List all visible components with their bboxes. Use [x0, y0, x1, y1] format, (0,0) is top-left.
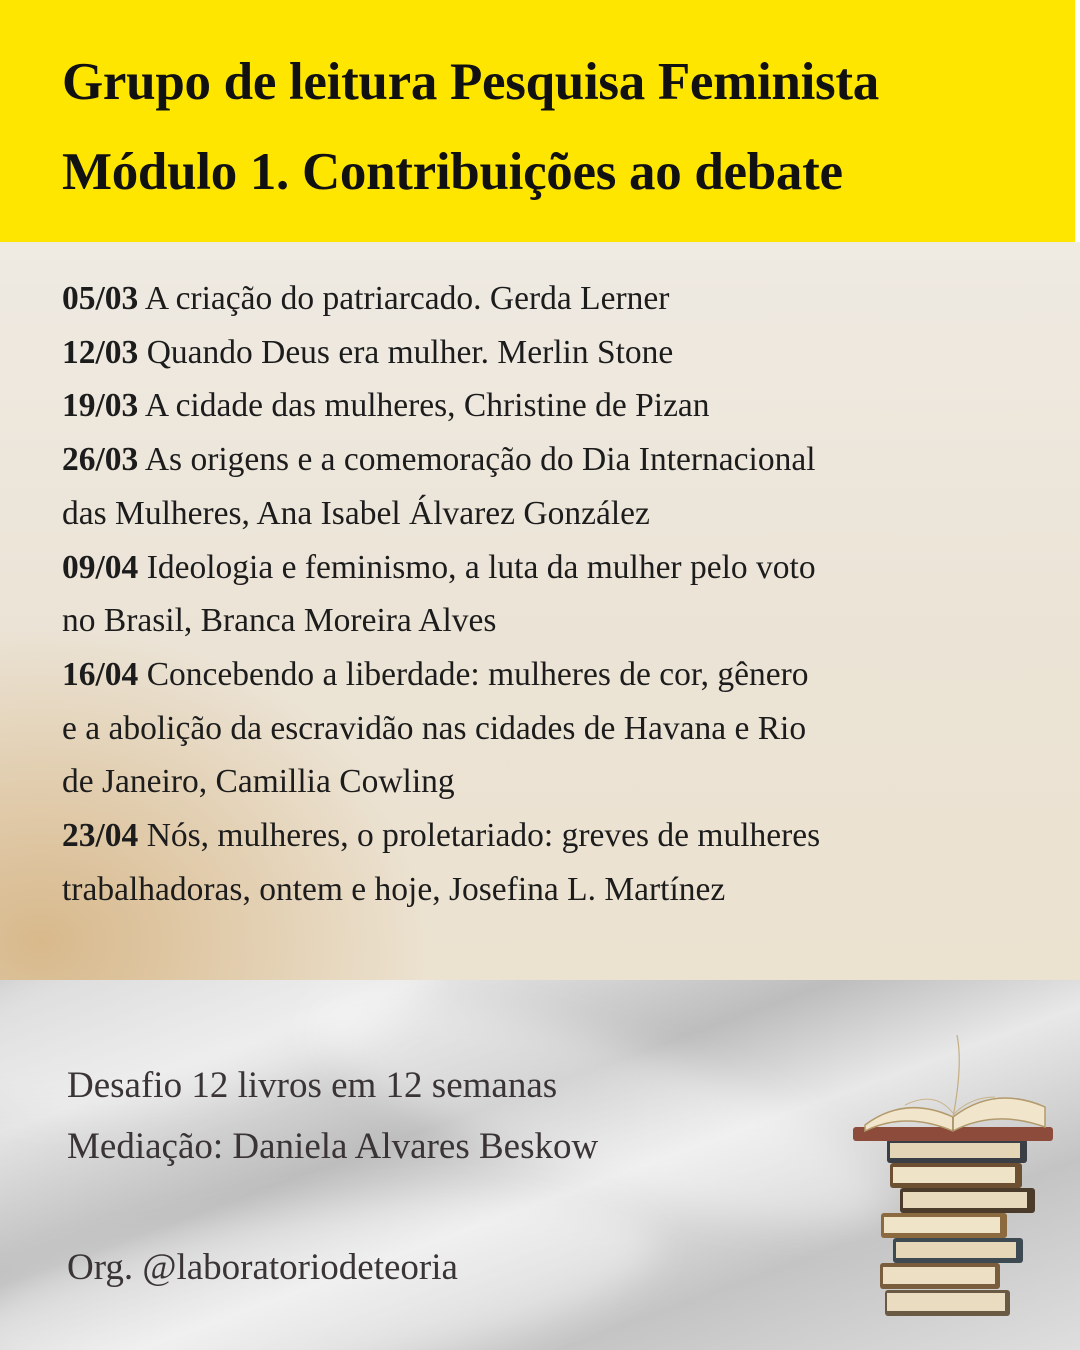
header-banner: [0, 0, 1075, 242]
session-date: 19/03: [62, 387, 139, 425]
schedule-entry: [62, 648, 809, 702]
session-date: 05/03: [62, 280, 139, 317]
reading-title: Nós, mulheres, o proletariado: greves de mulheres: [146, 817, 821, 854]
reading-title: A criação do patriarcado. Gerda Lerner: [144, 280, 670, 317]
schedule-entry: [62, 379, 710, 433]
schedule-entry-continuation: [62, 702, 806, 756]
page-title: Grupo de leitura Pesquisa Feminista: [62, 53, 879, 111]
reading-title: trabalhadoras, ontem e hoje, Josefina L. Martínez: [62, 870, 726, 908]
session-date: 26/03: [62, 441, 139, 479]
reading-title: de Janeiro, Camillia Cowling: [62, 763, 455, 801]
schedule-entry-continuation: [62, 863, 725, 917]
schedule-entry: [62, 272, 669, 326]
session-date: 09/04: [62, 548, 139, 586]
schedule-entry-continuation: [62, 594, 496, 648]
reading-title: Ideologia e feminismo, a luta da mulher pelo voto: [146, 548, 816, 586]
reading-title: e a abolição da escravidão nas cidades de Havana e Rio: [62, 709, 807, 747]
reading-title: Concebendo a liberdade: mulheres de cor, gênero: [146, 655, 809, 693]
challenge-text: Desafio 12 livros em 12 semanas: [67, 1065, 558, 1106]
reading-title: A cidade das mulheres, Christine de Pizan: [144, 387, 710, 425]
reading-title: As origens e a comemoração do Dia Internacional: [144, 441, 816, 479]
session-date: 12/03: [62, 333, 139, 371]
schedule-entry: [62, 809, 820, 863]
book-stack: [853, 1035, 1053, 1316]
schedule-entry-continuation: [62, 487, 650, 541]
stack-of-books-icon: [845, 1035, 1065, 1325]
reading-title: das Mulheres, Ana Isabel Álvarez González: [62, 494, 650, 532]
reading-title: no Brasil, Branca Moreira Alves: [62, 602, 497, 640]
schedule-entry: [62, 433, 816, 487]
schedule-entry: [62, 541, 816, 595]
reading-title: Quando Deus era mulher. Merlin Stone: [146, 333, 674, 371]
module-subtitle: Módulo 1. Contribuições ao debate: [62, 143, 843, 201]
mediation-text: Mediação: Daniela Alvares Beskow: [67, 1126, 599, 1167]
session-date: 16/04: [62, 655, 139, 693]
organizer-handle: Org. @laboratoriodeteoria: [67, 1247, 458, 1288]
schedule-entry-continuation: [62, 755, 455, 809]
reading-schedule: [0, 242, 1080, 980]
schedule-entry: [62, 326, 673, 380]
session-date: 23/04: [62, 817, 139, 854]
